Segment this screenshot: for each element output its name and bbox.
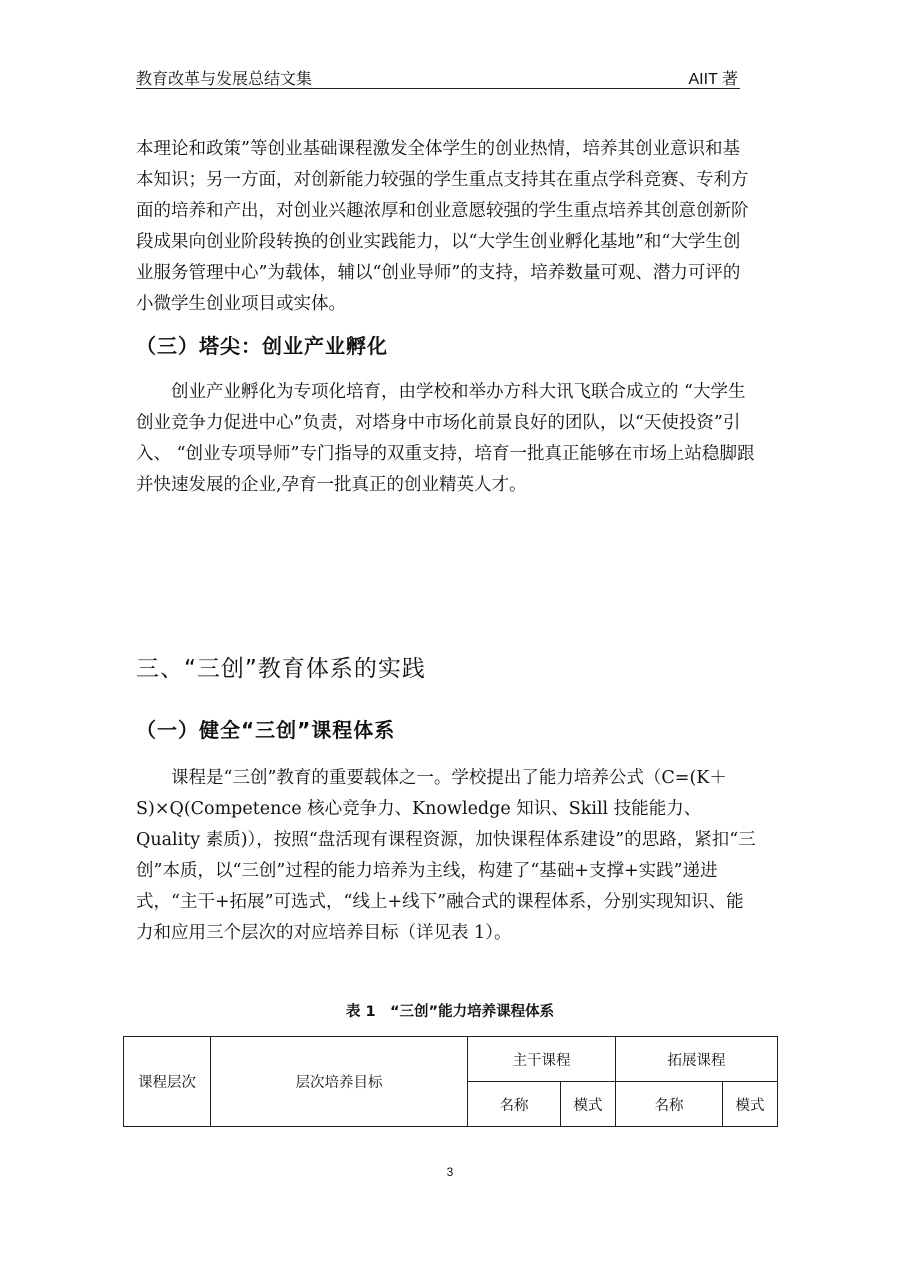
subheader-name: 名称 <box>616 1082 723 1127</box>
subheader-mode: 模式 <box>723 1082 778 1127</box>
chapter-heading-practice: 三、“三创”教育体系的实践 <box>136 656 426 682</box>
subheader-name: 名称 <box>468 1082 561 1127</box>
table-caption: 表 1 “三创”能力培养课程体系 <box>345 1004 555 1020</box>
paragraph-text: 课程是“三创”教育的重要载体之一。学校提出了能力培养公式（C=(K＋S)×Q(Competence 核心竞争力、Knowledge 知识、Skill 技能能力、Quality 素质)），按照“盘活现有课程资源，加快课程体系建设”的思路，紧扣“三创”本质，以“三创”过程的能力培养为主线，构建了“基础+支撑+实践”递进式，“主干+拓展”可选式，“线上+线下”融合式的课程体系，分别实现知识、能力和应用三个层次的对应培养目标（详见表 1）。 <box>136 768 756 943</box>
subheader-mode: 模式 <box>561 1082 616 1127</box>
section-heading-courses: （一）健全“三创”课程体系 <box>136 718 396 742</box>
page-number: 3 <box>446 1165 454 1179</box>
header-main-courses: 主干课程 <box>468 1037 616 1082</box>
page-header <box>136 66 740 89</box>
paragraph-text: 本理论和政策”等创业基础课程激发全体学生的创业热情，培养其创业意识和基本知识；另一方面，对创新能力较强的学生重点支持其在重点学科竞赛、专利方面的培养和产出，对创业兴趣浓厚和创业意愿较强的学生重点培养其创意创新阶段成果向创业阶段转换的创业实践能力，以“大学生创业孵化基地”和“大学生创业服务管理中心”为载体，辅以“创业导师”的支持，培养数量可观、潜力可评的小微学生创业项目或实体。 <box>136 139 749 314</box>
paragraph-incubation <box>136 377 756 501</box>
course-system-table <box>123 1036 778 1127</box>
paragraph-courses <box>136 763 756 949</box>
header-author: AIIT 著 <box>688 71 738 88</box>
header-extension-courses: 拓展课程 <box>616 1037 778 1082</box>
paragraph-continuation <box>136 134 756 320</box>
section-heading-incubation: （三）塔尖：创业产业孵化 <box>136 334 388 358</box>
header-course-level: 课程层次 <box>124 1037 211 1127</box>
header-title: 教育改革与发展总结文集 <box>136 69 313 88</box>
header-level-goal: 层次培养目标 <box>211 1037 468 1127</box>
paragraph-text: 创业产业孵化为专项化培育，由学校和举办方科大讯飞联合成立的 “大学生创业竞争力促进中心”负责，对塔身中市场化前景良好的团队，以“天使投资”引入、 “创业专项导师”专门指导的双重支持，培育一批真正能够在市场上站稳脚跟并快速发展的企业,孕育一批真正的创业精英人才。 <box>136 382 755 495</box>
